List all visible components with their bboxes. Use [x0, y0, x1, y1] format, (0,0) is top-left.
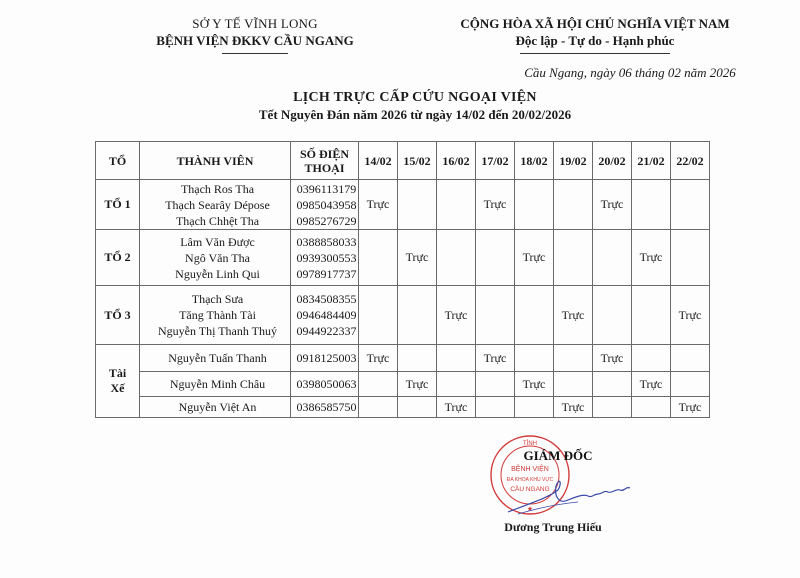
duty-cell	[593, 372, 632, 397]
duty-cell	[671, 372, 710, 397]
document-title	[150, 90, 680, 123]
stamp-line-2: ĐA KHOA KHU VỰC	[506, 477, 554, 483]
header-member: THÀNH VIÊN	[140, 142, 291, 180]
member-phone: 0918125003	[291, 345, 359, 372]
group-members	[140, 230, 291, 286]
member-phone: 0388858033	[296, 234, 357, 249]
title-line-1: LỊCH TRỰC CẤP CỨU NGOẠI VIỆN	[293, 90, 537, 105]
header-date: 19/02	[554, 142, 593, 180]
duty-cell	[476, 286, 515, 345]
duty-cell: Trực	[632, 372, 671, 397]
duty-cell	[515, 397, 554, 418]
group-phones	[291, 286, 359, 345]
header-phone-line-1: SỐ ĐIỆN	[299, 146, 349, 161]
group-name: TỔ 1	[96, 180, 140, 230]
member-name: Thạch Ros Tha	[180, 181, 255, 196]
group-phones	[291, 230, 359, 286]
group-phones	[291, 180, 359, 230]
duty-cell: Trực	[632, 230, 671, 286]
handwritten-signature	[498, 468, 638, 518]
duty-cell	[398, 180, 437, 230]
issuer-header	[130, 16, 380, 54]
header-date: 22/02	[671, 142, 710, 180]
group-members	[140, 180, 291, 230]
national-header	[420, 16, 770, 54]
duty-cell: Trực	[359, 345, 398, 372]
duty-cell	[476, 230, 515, 286]
duty-cell	[398, 286, 437, 345]
national-title: CỘNG HÒA XÃ HỘI CHỦ NGHĨA VIỆT NAM	[460, 16, 730, 31]
duty-cell	[554, 180, 593, 230]
member-name: Ngô Văn Tha	[185, 250, 250, 265]
stamp-line-1: BỆNH VIỆN	[511, 466, 549, 473]
table-row-group-2	[96, 230, 710, 286]
group-name: TỔ 3	[96, 286, 140, 345]
signer-name: Dương Trung Hiếu	[504, 520, 602, 534]
member-phone: 0985276729	[296, 213, 357, 228]
duty-cell: Trực	[359, 180, 398, 230]
duty-cell	[359, 230, 398, 286]
duty-cell: Trực	[476, 180, 515, 230]
duty-cell	[671, 180, 710, 230]
member-name: Nguyễn Việt An	[140, 397, 291, 418]
duty-cell: Trực	[554, 397, 593, 418]
duty-cell	[437, 230, 476, 286]
place-and-date: Cầu Ngang, ngày 06 tháng 02 năm 2026	[524, 65, 736, 80]
duty-cell: Trực	[437, 286, 476, 345]
duty-cell	[437, 345, 476, 372]
header-date: 14/02	[359, 142, 398, 180]
header-date: 21/02	[632, 142, 671, 180]
duty-cell	[632, 180, 671, 230]
duty-cell	[632, 286, 671, 345]
duty-cell: Trực	[437, 397, 476, 418]
duty-cell: Trực	[671, 397, 710, 418]
duty-cell	[398, 345, 437, 372]
title-line-2: Tết Nguyên Đán năm 2026 từ ngày 14/02 đến 20/02/2026	[258, 107, 572, 122]
duty-cell: Trực	[476, 345, 515, 372]
header-date: 16/02	[437, 142, 476, 180]
member-name: Thạch Sưa	[191, 292, 244, 306]
duty-cell	[554, 372, 593, 397]
driver-group-line-2: Xế	[110, 381, 125, 395]
member-name: Tăng Thành Tài	[179, 308, 256, 322]
header-date: 18/02	[515, 142, 554, 180]
duty-cell	[554, 230, 593, 286]
duty-cell	[476, 397, 515, 418]
header-date: 20/02	[593, 142, 632, 180]
signer-role: GIÁM ĐỐC	[523, 448, 593, 463]
duty-cell	[476, 372, 515, 397]
issuer-underline	[222, 53, 288, 54]
member-phone: 0386585750	[291, 397, 359, 418]
header-group: TỔ	[96, 142, 140, 180]
stamp-top-text: TỈNH	[523, 441, 537, 447]
signature-block	[478, 428, 648, 538]
duty-cell	[359, 397, 398, 418]
duty-cell	[515, 345, 554, 372]
stamp-line-3: CẦU NGANG	[510, 486, 550, 493]
stamp-star-icon: ★	[526, 505, 534, 513]
duty-cell	[632, 345, 671, 372]
duty-cell: Trực	[398, 372, 437, 397]
duty-cell	[515, 286, 554, 345]
header-date: 15/02	[398, 142, 437, 180]
group-members	[140, 286, 291, 345]
member-phone: 0978917737	[296, 266, 357, 281]
member-phone: 0944922337	[296, 324, 357, 338]
duty-cell: Trực	[398, 230, 437, 286]
member-phone: 0398050063	[291, 372, 359, 397]
member-name: Thạch Searây Dépose	[165, 197, 270, 212]
driver-group-line-1: Tài	[108, 366, 127, 380]
duty-cell	[359, 286, 398, 345]
member-phone: 0946484409	[296, 308, 357, 322]
duty-cell: Trực	[515, 230, 554, 286]
duty-cell: Trực	[554, 286, 593, 345]
member-name: Lâm Văn Được	[180, 234, 255, 249]
member-name: Nguyễn Minh Châu	[140, 372, 291, 397]
duty-cell	[671, 345, 710, 372]
duty-cell	[359, 372, 398, 397]
duty-cell: Trực	[593, 345, 632, 372]
duty-cell	[437, 180, 476, 230]
issuer-hospital: BỆNH VIỆN ĐKKV CẦU NGANG	[156, 33, 354, 48]
duty-cell	[593, 286, 632, 345]
driver-group-name	[96, 345, 140, 418]
motto-underline	[520, 53, 670, 54]
header-phone	[291, 142, 359, 180]
duty-cell	[515, 180, 554, 230]
member-name: Nguyễn Tuấn Thanh	[140, 345, 291, 372]
table-row-driver-2	[96, 372, 710, 397]
issuer-department: SỞ Y TẾ VĨNH LONG	[192, 16, 318, 31]
table-row-driver-3	[96, 397, 710, 418]
table-row-group-3	[96, 286, 710, 345]
duty-cell	[632, 397, 671, 418]
member-name: Nguyễn Thị Thanh Thuý	[158, 324, 277, 338]
member-name: Nguyễn Linh Qui	[175, 266, 260, 281]
national-motto: Độc lập - Tự do - Hạnh phúc	[515, 33, 675, 48]
duty-cell: Trực	[593, 180, 632, 230]
duty-cell: Trực	[515, 372, 554, 397]
member-phone: 0834508355	[296, 292, 357, 306]
duty-cell	[593, 230, 632, 286]
duty-cell: Trực	[671, 286, 710, 345]
member-phone: 0396113179	[296, 181, 357, 196]
member-phone: 0985043958	[296, 197, 357, 212]
header-phone-line-2: THOẠI	[304, 160, 345, 175]
duty-schedule-table	[95, 141, 710, 418]
group-name: TỔ 2	[96, 230, 140, 286]
table-row-group-1	[96, 180, 710, 230]
member-phone: 0939300553	[296, 250, 357, 265]
member-name: Thạch Chhệt Tha	[175, 213, 260, 228]
duty-cell	[398, 397, 437, 418]
table-row-driver-1	[96, 345, 710, 372]
duty-cell	[437, 372, 476, 397]
header-date: 17/02	[476, 142, 515, 180]
duty-cell	[671, 230, 710, 286]
duty-cell	[554, 345, 593, 372]
duty-cell	[593, 397, 632, 418]
table-header-row	[96, 142, 710, 180]
